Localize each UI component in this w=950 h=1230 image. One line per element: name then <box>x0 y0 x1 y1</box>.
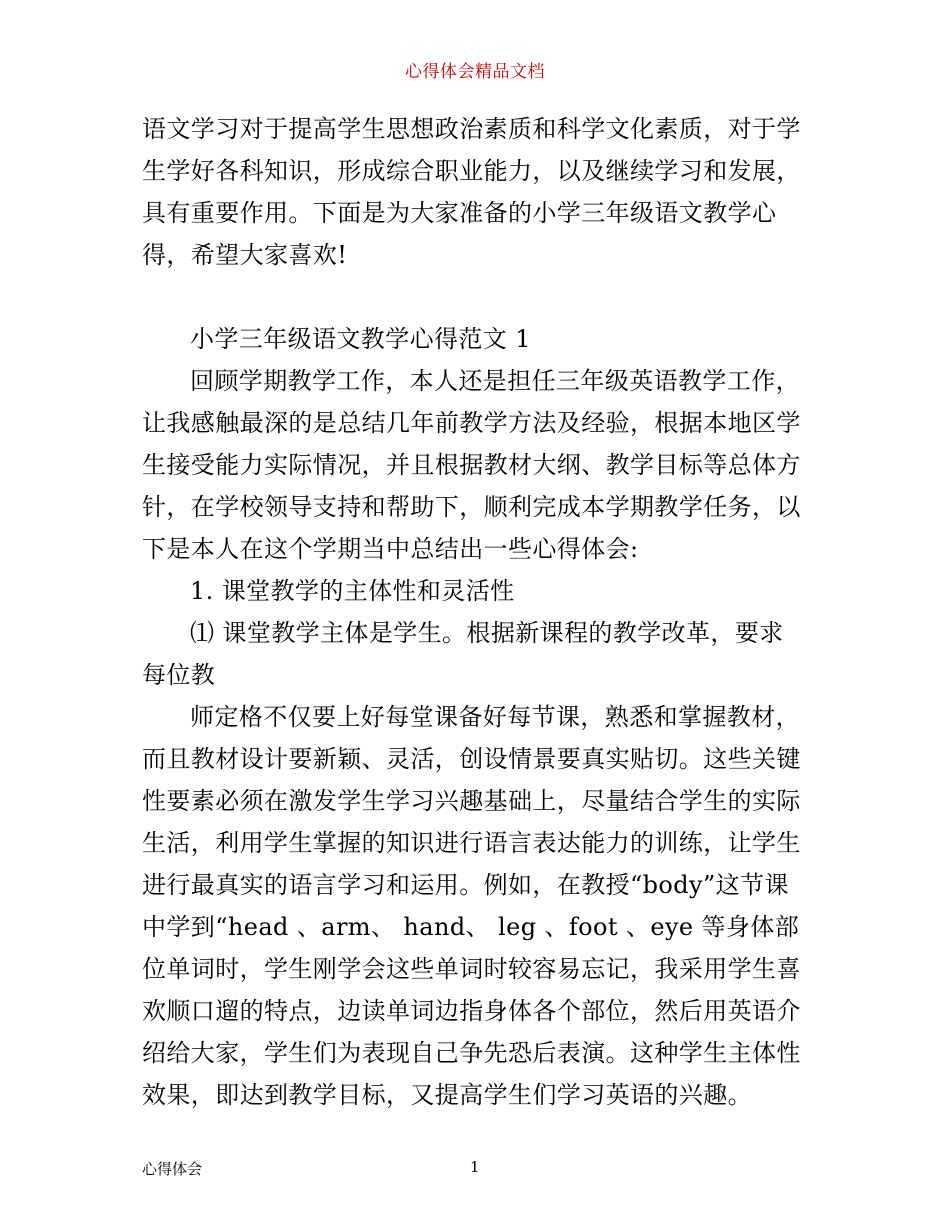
paragraph-line: 师定格不仅要上好每堂课备好每节课，熟悉和掌握教材， <box>190 703 800 731</box>
section-heading: 小学三年级语文教学心得范文 1 <box>190 325 531 353</box>
paragraph-line: 欢顺口遛的特点，边读单词边指身体各个部位，然后用英语介 <box>142 997 801 1025</box>
body-text <box>142 108 812 1116</box>
paragraph-line: 中学到“head 、arm、 hand、 leg 、foot 、eye 等身体部 <box>142 913 800 941</box>
paragraph-line: 每位教 <box>142 661 216 689</box>
footer-label: 心得体会 <box>142 1160 203 1178</box>
paragraph-line: 让我感触最深的是总结几年前教学方法及经验，根据本地区学 <box>142 409 801 437</box>
page-number: 1 <box>470 1158 480 1176</box>
paragraph-line: 语文学习对于提高学生思想政治素质和科学文化素质，对于学 <box>142 115 801 143</box>
paragraph-line: 生接受能力实际情况，并且根据教材大纲、教学目标等总体方 <box>142 451 801 479</box>
paragraph-gap <box>142 276 812 318</box>
paragraph-line: 回顾学期教学工作，本人还是担任三年级英语教学工作， <box>190 367 800 395</box>
paragraph-line: 得，希望大家喜欢! <box>142 241 348 269</box>
paragraph-line: 效果，即达到教学目标，又提高学生们学习英语的兴趣。 <box>142 1081 752 1109</box>
paragraph-line: ⑴ 课堂教学主体是学生。根据新课程的教学改革，要求 <box>190 619 784 647</box>
paragraph-line: 位单词时，学生刚学会这些单词时较容易忘记，我采用学生喜 <box>142 955 801 983</box>
header-title: 心得体会精品文档 <box>405 62 545 82</box>
paragraph-line: 生学好各科知识，形成综合职业能力，以及继续学习和发展， <box>142 157 801 185</box>
paragraph-line: 生活，利用学生掌握的知识进行语言表达能力的训练，让学生 <box>142 829 801 857</box>
list-heading: 1. 课堂教学的主体性和灵活性 <box>190 577 515 605</box>
paragraph-line: 而且教材设计要新颖、灵活，创设情景要真实贴切。这些关键 <box>142 745 801 773</box>
paragraph-line: 绍给大家，学生们为表现自己争先恐后表演。这种学生主体性 <box>142 1039 801 1067</box>
paragraph-line: 性要素必须在激发学生学习兴趣基础上，尽量结合学生的实际 <box>142 787 801 815</box>
paragraph-line: 进行最真实的语言学习和运用。例如，在教授“body”这节课 <box>142 871 789 899</box>
paragraph-line: 具有重要作用。下面是为大家准备的小学三年级语文教学心 <box>142 199 777 227</box>
paragraph-line: 针，在学校领导支持和帮助下，顺利完成本学期教学任务，以 <box>142 493 801 521</box>
paragraph-line: 下是本人在这个学期当中总结出一些心得体会: <box>142 535 639 563</box>
